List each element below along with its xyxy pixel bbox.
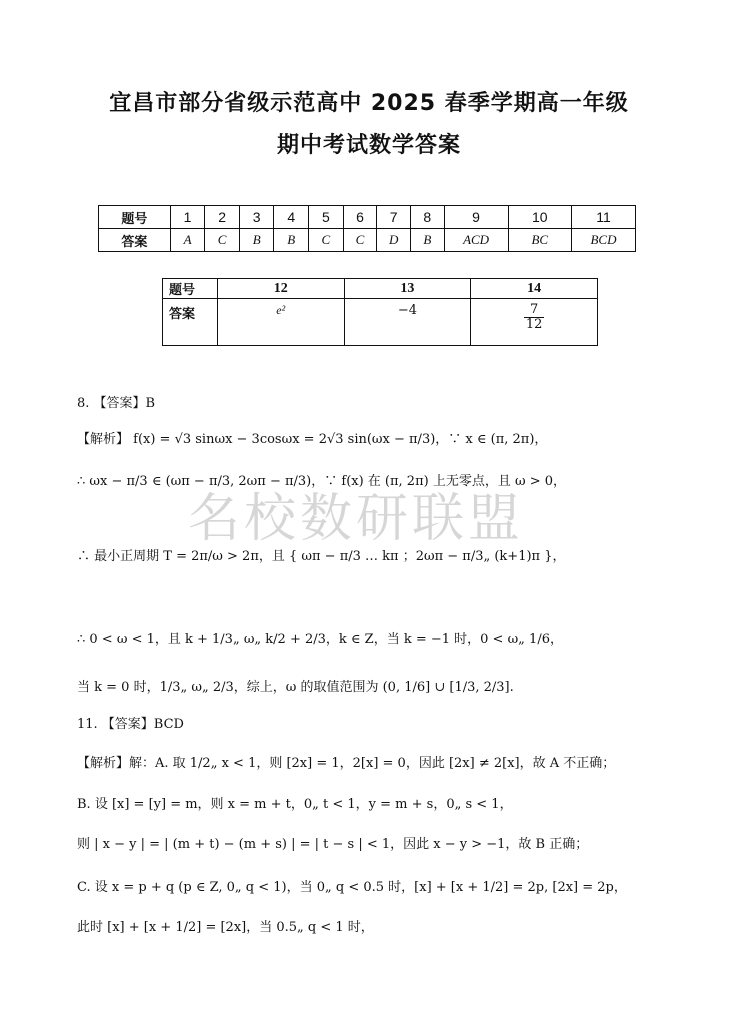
solution-line: 11. 【答案】BCD	[77, 717, 184, 732]
answer-cell: B	[274, 229, 309, 252]
solution-line: 【解析】解：A. 取 1/2„ x < 1，则 [2x] = 1，2[x] = 0，因此 [2x] ≠ 2[x]，故 A 不正确；	[77, 756, 616, 771]
title-line-1: 宜昌市部分省级示范高中 2025 春季学期高一年级	[109, 91, 629, 116]
title-line-2: 期中考试数学答案	[276, 133, 461, 158]
answer-table-2	[162, 278, 598, 346]
table-answer-label: 答案	[163, 299, 218, 346]
table-row	[163, 299, 598, 346]
solution-line: 当 k = 0 时，1/3„ ω„ 2/3，综上，ω 的取值范围为 (0, 1/6] ∪ [1/3, 2/3].	[77, 680, 514, 695]
answer-cell: B	[239, 229, 274, 252]
table-header-label: 题号	[163, 279, 218, 299]
question-number: 2	[205, 206, 240, 229]
question-number: 7	[377, 206, 411, 229]
question-number: 3	[239, 206, 274, 229]
table-header-label: 题号	[99, 206, 171, 229]
question-number: 4	[274, 206, 309, 229]
answer-cell: C	[309, 229, 344, 252]
question-number: 9	[444, 206, 508, 229]
answer-cell: BC	[508, 229, 571, 252]
solution-line: 【解析】 f(x) = √3 sinωx − 3cosωx = 2√3 sin(ωx − π/3)，∵ x ∈ (π, 2π)，	[77, 432, 548, 447]
fraction-numerator: 7	[524, 303, 545, 318]
solution-line: ∴ ωx − π/3 ∈ (ωπ − π/3, 2ωπ − π/3)，∵ f(x) 在 (π, 2π) 上无零点，且 ω > 0，	[77, 474, 566, 489]
answer-cell: A	[170, 229, 205, 252]
solution-line: ∴ 0 < ω < 1，且 k + 1/3„ ω„ k/2 + 2/3，k ∈ Z，当 k = −1 时，0 < ω„ 1/6，	[77, 632, 563, 647]
table-row	[163, 279, 598, 299]
solution-line: 则 | x − y | = | (m + t) − (m + s) | = | t − s | < 1，因此 x − y > −1，故 B 正确；	[77, 837, 589, 852]
table-row	[99, 229, 636, 252]
answer-table-1	[98, 205, 636, 252]
table-answer-label: 答案	[99, 229, 171, 252]
fraction-denominator: 12	[525, 316, 543, 332]
question-number: 12	[217, 279, 344, 299]
answer-cell: C	[343, 229, 377, 252]
answer-cell: BCD	[571, 229, 635, 252]
answer-cell: −4	[344, 299, 471, 346]
question-number: 1	[170, 206, 205, 229]
fraction	[524, 303, 545, 331]
table-row	[99, 206, 636, 229]
solution-line: ∴ 最小正周期 T = 2π/ω > 2π，且 { ωπ − π/3 … kπ ；2ωπ − π/3„ (k+1)π }，	[77, 549, 566, 564]
question-number: 14	[471, 279, 598, 299]
solution-line: B. 设 [x] = [y] = m，则 x = m + t，0„ t < 1，y = m + s，0„ s < 1，	[77, 797, 513, 812]
solution-line: 此时 [x] + [x + 1/2] = [2x]，当 0.5„ q < 1 时，	[77, 920, 374, 935]
question-number: 10	[508, 206, 571, 229]
question-number: 6	[343, 206, 377, 229]
answer-cell: B	[410, 229, 444, 252]
answer-cell	[471, 299, 598, 346]
solution-line: 8. 【答案】B	[77, 396, 156, 411]
question-number: 5	[309, 206, 344, 229]
solution-line: C. 设 x = p + q (p ∈ Z, 0„ q < 1)，当 0„ q < 0.5 时，[x] + [x + 1/2] = 2p, [2x] = 2p，	[77, 880, 627, 895]
answer-cell: ACD	[444, 229, 508, 252]
answer-cell: C	[205, 229, 240, 252]
answer-cell: e²	[217, 299, 344, 346]
question-number: 8	[410, 206, 444, 229]
watermark: 名校数研联盟	[188, 489, 525, 549]
answer-cell: D	[377, 229, 411, 252]
question-number: 11	[571, 206, 635, 229]
question-number: 13	[344, 279, 471, 299]
